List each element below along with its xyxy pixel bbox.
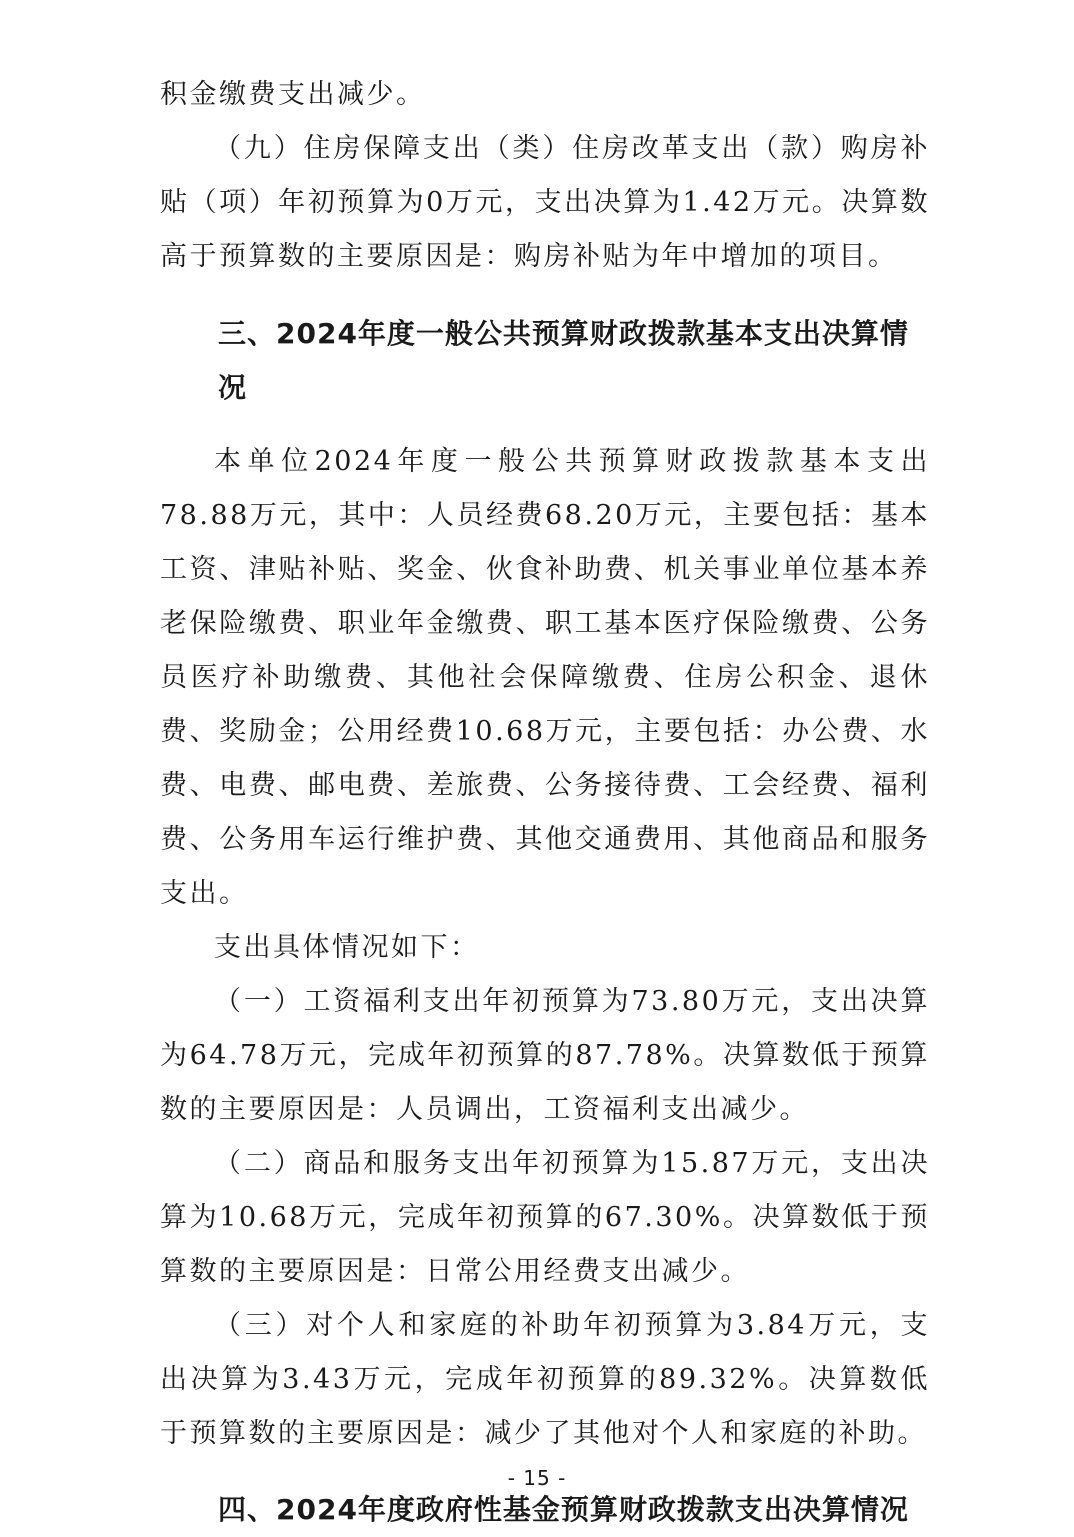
paragraph-housing-subsidy: （九）住房保障支出（类）住房改革支出（款）购房补贴（项）年初预算为0万元，支出决算为1.42万元。决算数高于预算数的主要原因是：购房补贴为年中增加的项目。 [160, 133, 930, 272]
section-heading-3: 三、2024年度一般公共预算财政拨款基本支出决算情况 [218, 317, 909, 404]
paragraph-item-2: （二）商品和服务支出年初预算为15.87万元，支出决算为10.68万元，完成年初预算的67.30%。决算数低于预算数的主要原因是：日常公用经费支出减少。 [160, 1148, 930, 1287]
paragraph-details-lead: 支出具体情况如下： [214, 932, 480, 963]
paragraph-continued: 积金缴费支出减少。 [160, 79, 426, 110]
paragraph-item-3: （三）对个人和家庭的补助年初预算为3.84万元，支出决算为3.43万元，完成年初预算的89.32%。决算数低于预算数的主要原因是：减少了其他对个人和家庭的补助。 [160, 1310, 930, 1449]
paragraph-item-1: （一）工资福利支出年初预算为73.80万元，支出决算为64.78万元，完成年初预算的87.78%。决算数低于预算数的主要原因是：人员调出，工资福利支出减少。 [160, 986, 930, 1125]
page-number: - 15 - [507, 1466, 567, 1490]
paragraph-basic-expenditure: 本单位2024年度一般公共预算财政拨款基本支出78.88万元，其中：人员经费68.20万元，主要包括：基本工资、津贴补贴、奖金、伙食补助费、机关事业单位基本养老保险缴费、职业年金缴费、职工基本医疗保险缴费、公务员医疗补助缴费、其他社会保障缴费、住房公积金、退休费、奖励金；公用经费10.68万元，主要包括：办公费、水费、电费、邮电费、差旅费、公务接待费、工会经费、福利费、公务用车运行维护费、其他交通费用、其他商品和服务支出。 [160, 446, 930, 909]
document-body [160, 68, 930, 1537]
section-heading-4: 四、2024年度政府性基金预算财政拨款支出决算情况 [218, 1493, 909, 1526]
